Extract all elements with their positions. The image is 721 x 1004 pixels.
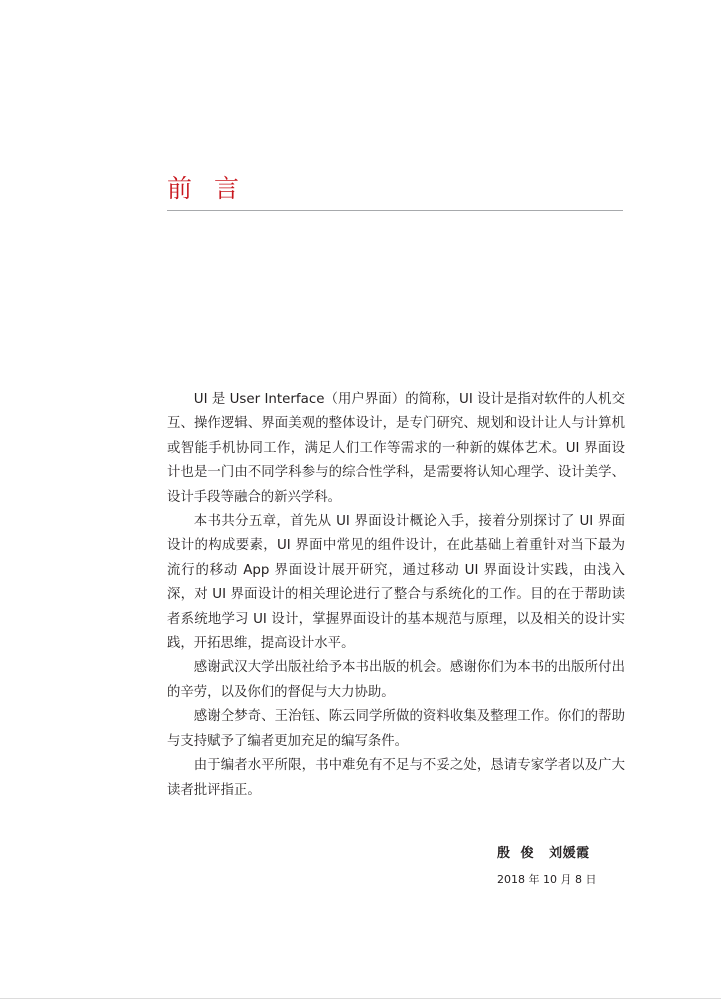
paragraph-structure: 本书共分五章，首先从 UI 界面设计概论入手，接着分别探讨了 UI 界面设计的构成要素，UI 界面中常见的组件设计，在此基础上着重针对当下最为流行的移动 App 界面设计展开研究，通过移动 UI 界面设计实践，由浅入深，对 UI 界面设计的相关理论进行了整合与系统化的工作。目的在于帮助读者系统地学习 UI 设计，掌握界面设计的基本规范与原理，以及相关的设计实践，开拓思维，提高设计水平。	[167, 514, 625, 652]
signature-date: 2018 年 10 月 8 日	[497, 873, 597, 886]
paragraph-thanks-publisher: 感谢武汉大学出版社给予本书出版的机会。感谢你们为本书的出版所付出的辛劳，以及你们的督促与大力协助。	[167, 660, 625, 700]
preface-body	[167, 388, 625, 803]
paragraph-thanks-students: 感谢仝梦奇、王治钰、陈云同学所做的资料收集及整理工作。你们的帮助与支持赋予了编者更加充足的编写条件。	[167, 709, 625, 749]
page-bottom-edge	[0, 998, 721, 999]
preface-heading	[167, 172, 623, 206]
paragraph-intro: UI 是 User Interface（用户界面）的简称，UI 设计是指对软件的人机交互、操作逻辑、界面美观的整体设计，是专门研究、规划和设计让人与计算机或智能手机协同工作，满足人们工作等需求的一种新的媒体艺术。UI 界面设计也是一门由不同学科参与的综合性学科，是需要将认知心理学、设计美学、设计手段等融合的新兴学科。	[167, 392, 625, 505]
title-divider	[167, 210, 623, 211]
page-title: 前言	[167, 174, 262, 203]
paragraph-disclaimer: 由于编者水平所限，书中难免有不足与不妥之处，恳请专家学者以及广大读者批评指正。	[167, 758, 625, 798]
author-signature: 殷 俊 刘媛霞	[497, 846, 590, 861]
